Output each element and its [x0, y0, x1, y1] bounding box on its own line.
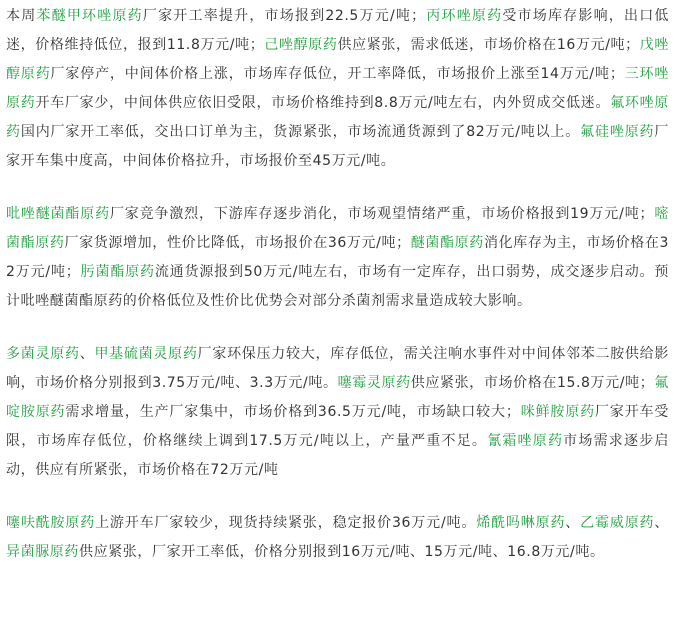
product-name-highlight: 烯酰吗啉原药	[476, 515, 566, 531]
product-name-highlight: 氟硅唑原药	[580, 124, 655, 140]
paragraph-text: 本周	[6, 8, 37, 24]
product-name-highlight: 氟环唑原药	[6, 95, 669, 140]
paragraph-text: 、	[654, 515, 669, 531]
paragraph-text: 上游开车厂家较少，现货持续紧张，稳定报价36万元/吨。	[95, 515, 477, 531]
product-name-highlight: 丙环唑原药	[425, 8, 503, 24]
product-name-highlight: 氰霜唑原药	[487, 433, 564, 449]
product-name-highlight: 甲基硫菌灵原药	[94, 346, 198, 362]
paragraph-text: 供应紧张，厂家开工率低，价格分别报到16万元/吨、15万元/吨、16.8万元/吨。	[79, 544, 605, 560]
product-name-highlight: 异菌脲原药	[6, 544, 79, 560]
paragraph-text: 流通货源报到50万元/吨左右，市场有一定库存，出口弱势，成交逐步启动。预计吡唑醚菌酯原药的价格低位及性价比优势会对部分杀菌剂需求量造成较大影响。	[6, 264, 669, 309]
product-name-highlight: 多菌灵原药	[6, 346, 80, 362]
product-name-highlight: 苯醚甲环唑原药	[36, 8, 143, 24]
paragraph-text: 厂家停产，中间体价格上涨，市场库存低位，开工率降低，市场报价上涨至14万元/吨；	[50, 66, 625, 82]
paragraph-text: 、	[79, 346, 95, 362]
paragraph-text: 、	[565, 515, 581, 531]
paragraph-text: 厂家货源增加，性价比降低，市场报价在36万元/吨；	[64, 235, 411, 251]
paragraph-text: 供应紧张，需求低迷，市场价格在16万元/吨；	[337, 37, 640, 53]
product-name-highlight: 噻霉灵原药	[337, 375, 411, 391]
product-name-highlight: 三环唑原药	[6, 66, 669, 111]
product-name-highlight: 氟啶胺原药	[6, 375, 669, 420]
paragraph-text: 国内厂家开工率低，交出口订单为主，货源紧张，市场流通货源到了82万元/吨以上。	[20, 124, 581, 140]
product-name-highlight: 戊唑醇原药	[6, 37, 670, 82]
paragraph-strobilurin-fungicides	[6, 200, 669, 316]
product-name-highlight: 噻呋酰胺原药	[6, 515, 96, 531]
paragraph-text: 厂家开车集中度高，中间体价格拉升，市场报价至45万元/吨。	[6, 124, 669, 169]
paragraph-azole-fungicides	[6, 2, 669, 176]
paragraph-text: 供应紧张，市场价格在15.8万元/吨；	[410, 375, 655, 391]
paragraph-benzimidazole-fungicides	[6, 340, 669, 485]
paragraph-text: 厂家环保压力较大，库存低位，需关注响水事件对中间体邻苯二胺供给影响，市场价格分别报到3.75万元/吨、3.3万元/吨。	[6, 346, 670, 391]
paragraph-text: 需求增量，生产厂家集中，市场价格到36.5万元/吨，市场缺口较大；	[65, 404, 521, 420]
paragraph-text: 开车厂家少，中间体供应依旧受限，市场价格维持到8.8万元/吨左右，内外贸成交低迷。	[35, 95, 611, 111]
product-name-highlight: 咪鲜胺原药	[520, 404, 595, 420]
product-name-highlight: 己唑醇原药	[264, 37, 338, 53]
paragraph-other-fungicides	[6, 509, 669, 567]
paragraph-text: 消化库存为主，市场价格在32万元/吨；	[6, 235, 670, 280]
paragraph-text: 厂家开车受限，市场库存低位，价格继续上调到17.5万元/吨以上，产量严重不足。	[6, 404, 670, 449]
paragraph-text: 厂家竞争激烈，下游库存逐步消化，市场观望情绪严重，市场价格报到19万元/吨；	[109, 206, 655, 222]
product-name-highlight: 嘧菌酯原药	[6, 206, 669, 251]
product-name-highlight: 肟菌酯原药	[80, 264, 155, 280]
paragraph-text: 厂家开工率提升，市场报到22.5万元/吨；	[142, 8, 426, 24]
paragraph-text: 市场需求逐步启动，供应有所紧张，市场价格在72万元/吨	[6, 433, 669, 478]
product-name-highlight: 乙霉威原药	[580, 515, 655, 531]
product-name-highlight: 吡唑醚菌酯原药	[6, 206, 110, 222]
paragraph-text: 受市场库存影响，出口低迷，价格维持低位，报到11.8万元/吨；	[6, 8, 669, 53]
product-name-highlight: 醚菌酯原药	[410, 235, 484, 251]
